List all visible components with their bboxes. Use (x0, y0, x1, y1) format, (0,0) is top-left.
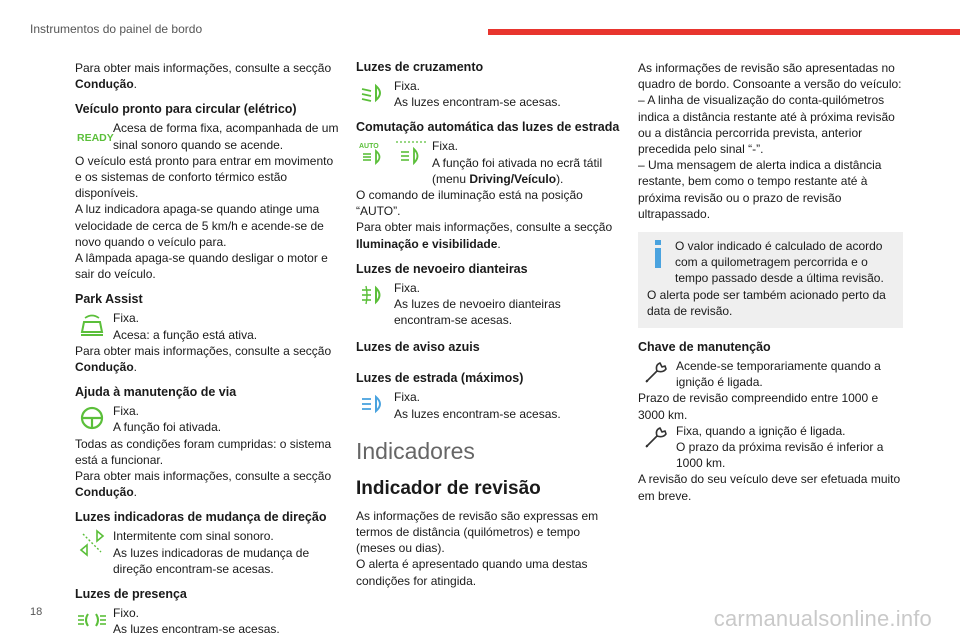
watermark: carmanualsonline.info (713, 606, 932, 631)
front-fog-icon (356, 280, 390, 310)
wrench-text-2: Fixa, quando a ignição é ligada. O prazo da próxima revisão é inferior a 1000 km. (676, 423, 884, 471)
revision-body-2: O alerta é apresentado quando uma destas condições for atingida. (356, 557, 588, 588)
page-number: 18 (30, 606, 43, 618)
low-beam-item (356, 78, 621, 110)
info-note-box (638, 232, 903, 328)
wrench-body-2: A revisão do seu veículo deve ser efetuada muito em breve. (638, 472, 901, 503)
ready-body-3: A lâmpada apaga-se quando desligar o motor e sair do veículo. (75, 251, 328, 282)
revision-alert-item: – Uma mensagem de alerta indica a distância restante, bem como o tempo restante até à próxima revisão ou o prazo de revisão ultrapassado. (638, 158, 882, 221)
revision-body-1: As informações de revisão são expressas em termos de distância (quilómetros) e tempo (meses ou dias). (356, 508, 599, 556)
turn-signal-item (75, 528, 340, 577)
info-icon (649, 240, 667, 272)
wrench-item-1 (638, 358, 903, 390)
park-assist-text: Fixa. Acesa: a função está ativa. (113, 311, 258, 342)
wrench-icon (638, 358, 672, 388)
wrench-item-2 (638, 423, 903, 472)
high-beam-dashed-icon (394, 138, 428, 168)
column-1 (75, 60, 340, 637)
wrench-body-1: Prazo de revisão compreendido entre 1000 e 3000 km. (638, 391, 879, 422)
lane-keep-heading: Ajuda à manutenção de via (75, 385, 237, 400)
presence-text: Fixo. As luzes encontram-se acesas. (113, 606, 280, 637)
auto-high-beam-item (356, 138, 621, 187)
turn-signal-text: Intermitente com sinal sonoro. As luzes indicadoras de mudança de direção encontram-se acesas. (113, 529, 310, 576)
info-note-text: O valor indicado é calculado de acordo com a quilometragem percorrida e o tempo passado desde a última revisão. (675, 239, 884, 286)
lane-keep-more: Para obter mais informações, consulte a secção Condução. (75, 469, 332, 500)
header-accent-bar (488, 29, 960, 35)
wrench-text-1: Acende-se temporariamente quando a ignição é ligada. (676, 359, 881, 390)
front-fog-heading: Luzes de nevoeiro dianteiras (356, 261, 528, 276)
svg-text:AUTO: AUTO (359, 143, 379, 151)
presence-heading: Luzes de presença (75, 587, 187, 602)
section-title-indicators: Indicadores (356, 437, 475, 464)
auto-high-beam-body: O comando de iluminação está na posição “AUTO”. (356, 188, 583, 219)
page-header-title: Instrumentos do painel de bordo (30, 22, 203, 36)
auto-high-beam-heading: Comutação automática das luzes de estrada (356, 120, 620, 135)
ready-body-2: A luz indicadora apaga-se quando atinge uma velocidade de cerca de 5 km/h e acende-se de novo quando o veículo para. (75, 202, 324, 249)
high-beam-icon (356, 389, 390, 419)
lane-keep-body: Todas as condições foram cumpridas: o sistema está a funcionar. (75, 436, 332, 467)
revision-indicator-heading: Indicador de revisão (356, 477, 541, 499)
info-note-text-2: O alerta pode ser também acionado perto da data de revisão. (647, 287, 886, 318)
maintenance-wrench-heading: Chave de manutenção (638, 340, 771, 355)
high-beam-heading: Luzes de estrada (máximos) (356, 371, 524, 386)
low-beam-icon (356, 78, 390, 108)
svg-text:READY: READY (77, 132, 114, 145)
blue-warning-heading: Luzes de aviso azuis (356, 340, 480, 355)
turn-signal-heading: Luzes indicadoras de mudança de direção (75, 510, 327, 525)
park-assist-item (75, 310, 340, 342)
lane-keep-icon (75, 403, 109, 433)
auto-lights-icon (356, 138, 390, 168)
ready-heading: Veículo pronto para circular (elétrico) (75, 102, 297, 117)
front-fog-item (356, 280, 621, 329)
park-assist-heading: Park Assist (75, 292, 143, 307)
low-beam-heading: Luzes de cruzamento (356, 60, 484, 74)
front-fog-text: Fixa. As luzes de nevoeiro dianteiras encontram-se acesas. (394, 280, 561, 328)
low-beam-text: Fixa. As luzes encontram-se acesas. (394, 79, 561, 110)
revision-odometer-item: – A linha de visualização do conta-quilómetros indica a distância restante até à próxima revisão ou a distância percorrida prevista, anterior precedida pelo sinal “-”. (638, 93, 895, 157)
intro-paragraph: Para obter mais informações, consulte a secção Condução. (75, 61, 332, 92)
auto-high-beam-text: Fixa. A função foi ativada no ecrã tátil (menu Driving/Veículo). (432, 139, 603, 186)
side-lights-icon (75, 605, 109, 635)
ready-item (75, 120, 340, 152)
ready-body: O veículo está pronto para entrar em movimento e os sistemas de conforto térmico estão disponíveis. (75, 153, 334, 201)
revision-info-paragraph: As informações de revisão são apresentadas no quadro de bordo. Consoante a versão do veículo: (638, 61, 902, 92)
ready-icon (75, 120, 114, 150)
ready-text: Acesa de forma fixa, acompanhada de um sinal sonoro quando se acende. (113, 121, 339, 152)
high-beam-item (356, 389, 621, 421)
turn-signal-icon (75, 528, 109, 558)
park-assist-more: Para obter mais informações, consulte a secção Condução. (75, 343, 332, 375)
lane-keep-item (75, 403, 340, 435)
column-2 (356, 60, 621, 589)
wrench-icon (638, 423, 672, 453)
auto-high-beam-more: Para obter mais informações, consulte a secção Iluminação e visibilidade. (356, 220, 613, 251)
lane-keep-text: Fixa. A função foi ativada. (113, 404, 222, 435)
park-assist-icon (75, 310, 109, 340)
column-3 (638, 60, 903, 504)
presence-item (75, 605, 340, 637)
high-beam-text: Fixa. As luzes encontram-se acesas. (394, 390, 561, 421)
